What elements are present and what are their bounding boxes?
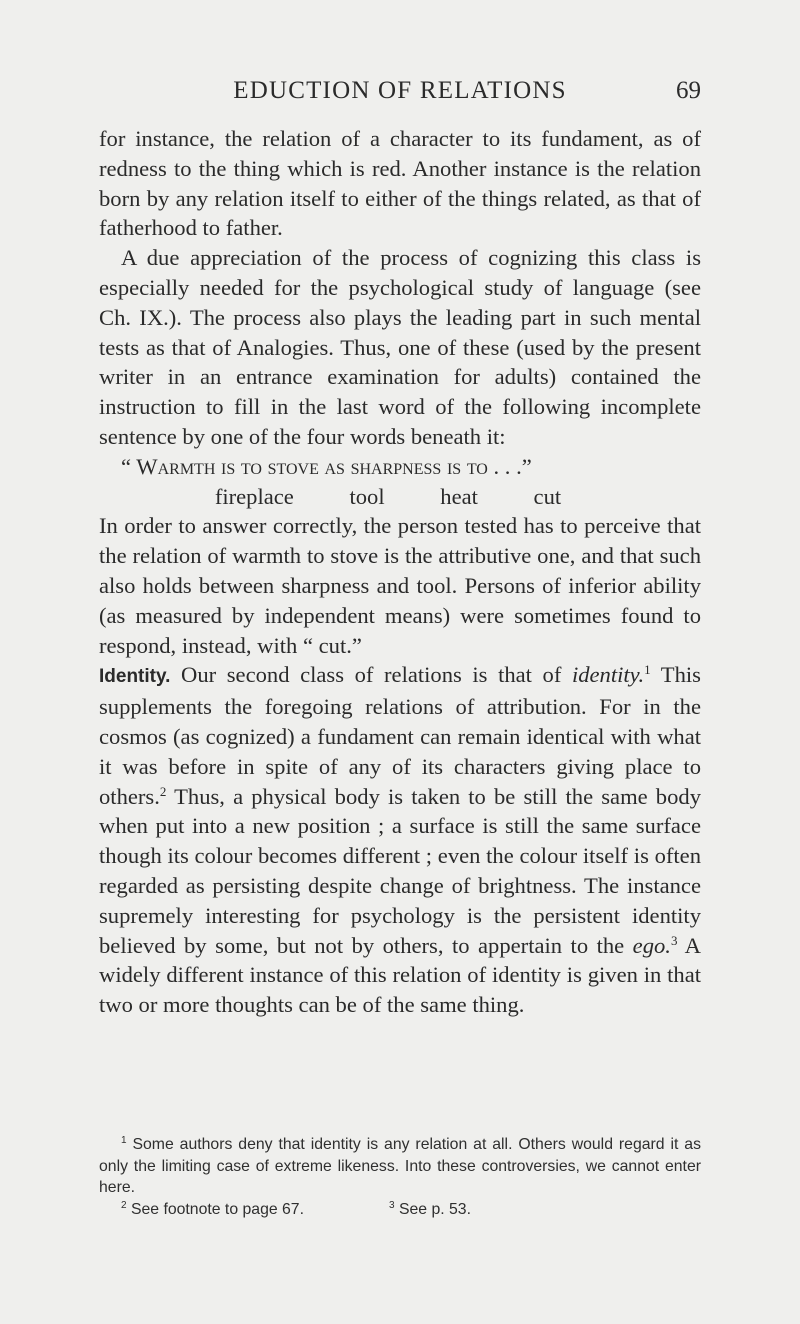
- footnote-2: [99, 1199, 389, 1221]
- footnote-2-mark: 2: [121, 1199, 127, 1211]
- page-number: 69: [676, 77, 701, 104]
- paragraph-4-text-d: A widely different instance of this relation of identity is given in that two or more thoughts can be of the same thing.: [99, 932, 701, 1018]
- ego-italic: ego.: [632, 932, 671, 958]
- running-head-title: EDUCTION OF RELATIONS: [233, 77, 567, 104]
- footnote-1-mark: 1: [121, 1135, 127, 1146]
- footnote-2-text: See footnote to page 67.: [126, 1200, 304, 1218]
- footnote-ref-2: 2: [159, 783, 167, 799]
- paragraph-4-text-c: Thus, a physical body is taken to be still the same body when put into a new position ; a surface is still the same surface though its colour becomes different ; even the colour itself is often regarded as persisting despite change of brightness. The instance supremely interesting for psychology is the persistent identity believed by some, but not by others, to appertain to the: [99, 783, 701, 958]
- body-text: [99, 124, 701, 1020]
- paragraph-4-text-a: Our second class of relations is that of: [170, 662, 572, 688]
- choice-4: cut: [533, 483, 562, 509]
- paragraph-2: A due appreciation of the process of cognizing this class is especially needed for the psychological study of language (see Ch. IX.). The process also plays the leading part in such mental tests as that of Analogies. Thus, one of these (used by the present writer in an entrance examination for adults) contained the instruction to fill in the last word of the following incomplete sentence by one of the four words beneath it:: [99, 245, 701, 449]
- footnote-ref-1: 1: [644, 662, 651, 678]
- footnote-3-text: See p. 53.: [394, 1200, 471, 1218]
- choice-3: heat: [440, 483, 478, 509]
- footnote-row: [99, 1199, 701, 1221]
- analogy-quote: “ Warmth is to stove as sharpness is to . . .”: [121, 453, 532, 479]
- choice-2: tool: [349, 483, 385, 509]
- footnote-1: [99, 1134, 701, 1199]
- paragraph-3: In order to answer correctly, the person tested has to perceive that the relation of warmth to stove is the attributive one, and that such also holds between sharpness and tool. Persons of inferior ability (as measured by independent means) were sometimes found to respond, instead, with “ cut.”: [99, 513, 701, 658]
- running-head: [0, 76, 800, 112]
- footnotes: [99, 1134, 701, 1220]
- paragraph-4: [99, 660, 701, 1020]
- identity-italic: identity.: [571, 662, 645, 688]
- side-heading: Identity.: [99, 666, 171, 688]
- analogy-choices: [99, 482, 701, 512]
- paragraph-4-text-b: This supplements the foregoing relations of attribution. For in the cosmos (as cognized) a fundament can remain identical with what it was before in spite of any of its characters giving place to others.: [99, 662, 701, 809]
- footnote-3-mark: 3: [389, 1199, 395, 1211]
- footnote-ref-3: 3: [670, 932, 678, 948]
- choice-1: fireplace: [214, 483, 294, 509]
- paragraph-1: for instance, the relation of a character to its fundament, as of redness to the thing which is red. Another instance is the relation born by any relation itself to either of the things related, as that of fatherhood to father.: [99, 126, 701, 241]
- footnote-3: [389, 1199, 471, 1221]
- footnote-1-text: Some authors deny that identity is any relation at all. Others would regard it as only the limiting case of extreme likeness. Into these controversies, we cannot enter here.: [99, 1136, 701, 1196]
